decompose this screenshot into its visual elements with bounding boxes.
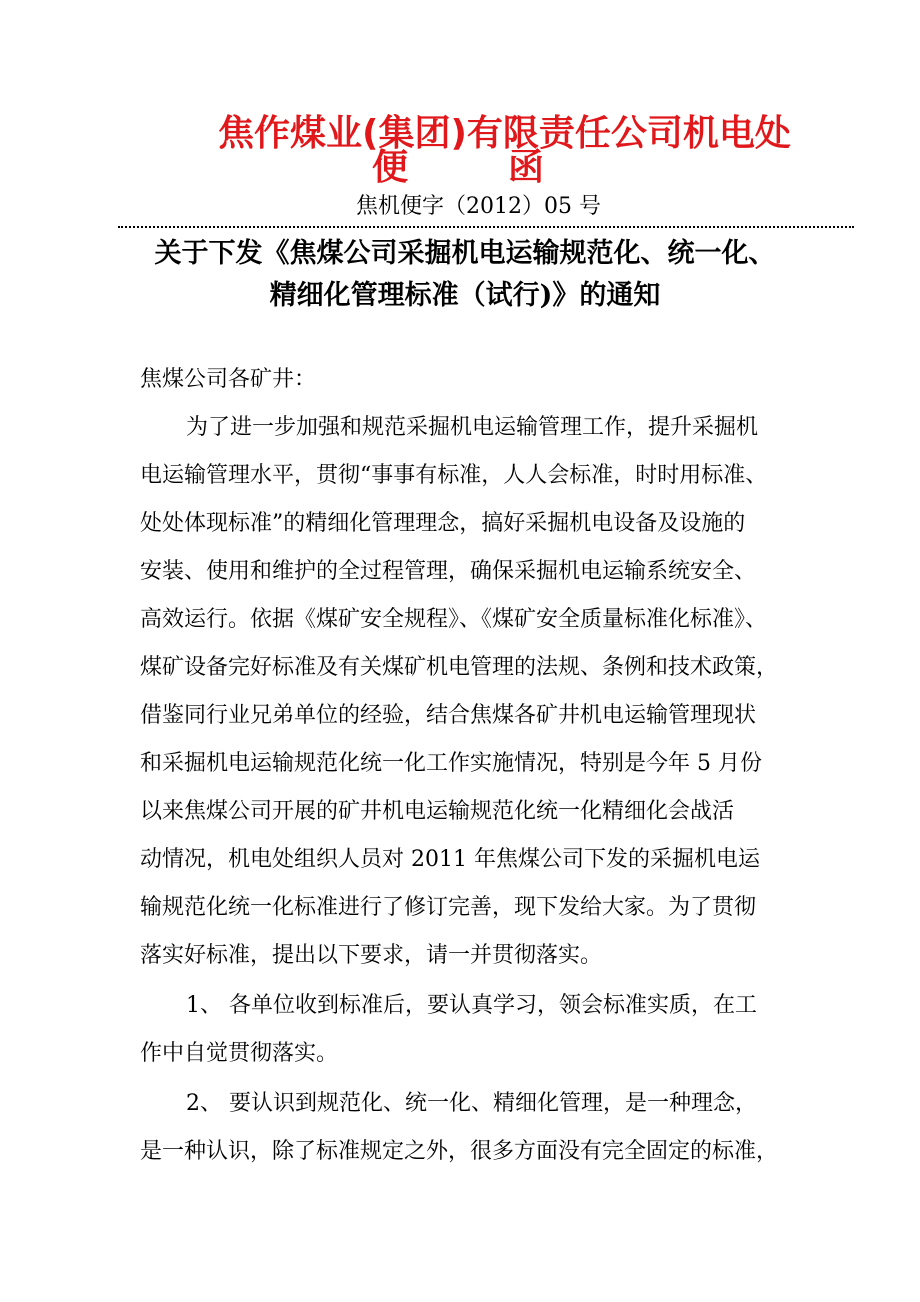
header-divider (118, 226, 854, 228)
notice-title-line-2: 精细化管理标准（试行)》的通知 (269, 280, 661, 311)
body-line: 煤矿设备完好标准及有关煤矿机电管理的法规、条例和技术政策， (140, 655, 779, 680)
body-line: 借鉴同行业兄弟单位的经验，结合焦煤各矿井机电运输管理现状 (140, 703, 757, 728)
body-line: 落实好标准，提出以下要求，请一并贯彻落实。 (140, 943, 603, 968)
body-line: 处处体现标准”的精细化管理理念，搞好采掘机电设备及设施的 (140, 511, 746, 536)
requirement-1-line: 1、 各单位收到标准后，要认真学习，领会标准实质，在工 (186, 993, 757, 1018)
body-line: 输规范化统一化标准进行了修订完善，现下发给大家。为了贯彻 (140, 895, 757, 920)
body-line: 以来焦煤公司开展的矿井机电运输规范化统一化精细化会战活 (140, 799, 735, 824)
body-line: 为了进一步加强和规范采掘机电运输管理工作，提升采掘机 (186, 415, 759, 440)
body-line: 高效运行。依据《煤矿安全规程》、《煤矿安全质量标准化标准》、 (140, 607, 768, 632)
organization-name: 焦作煤业(集团)有限责任公司机电处 (218, 113, 791, 154)
requirement-2-line: 2、 要认识到规范化、统一化、精细化管理，是一种理念， (186, 1091, 757, 1116)
doc-type-char-1: 便 (372, 147, 409, 188)
body-line: 电运输管理水平，贯彻“事事有标准，人人会标准，时时用标准、 (140, 463, 768, 488)
body-line: 动情况，机电处组织人员对 2011 年焦煤公司下发的采掘机电运 (140, 847, 760, 872)
body-line: 安装、使用和维护的全过程管理，确保采掘机电运输系统安全、 (140, 559, 757, 584)
salutation: 焦煤公司各矿井： (140, 367, 317, 392)
body-line: 和采掘机电运输规范化统一化工作实施情况，特别是今年 5 月份 (140, 751, 762, 776)
requirement-1-line: 作中自觉贯彻落实。 (140, 1041, 339, 1066)
doc-type-char-2: 函 (508, 147, 545, 188)
document-number: 焦机便字（2012）05 号 (356, 194, 601, 219)
notice-title-line-1: 关于下发《焦煤公司采掘机电运输规范化、统一化、 (154, 238, 776, 269)
requirement-2-line: 是一种认识，除了标准规定之外，很多方面没有完全固定的标准， (140, 1139, 779, 1164)
